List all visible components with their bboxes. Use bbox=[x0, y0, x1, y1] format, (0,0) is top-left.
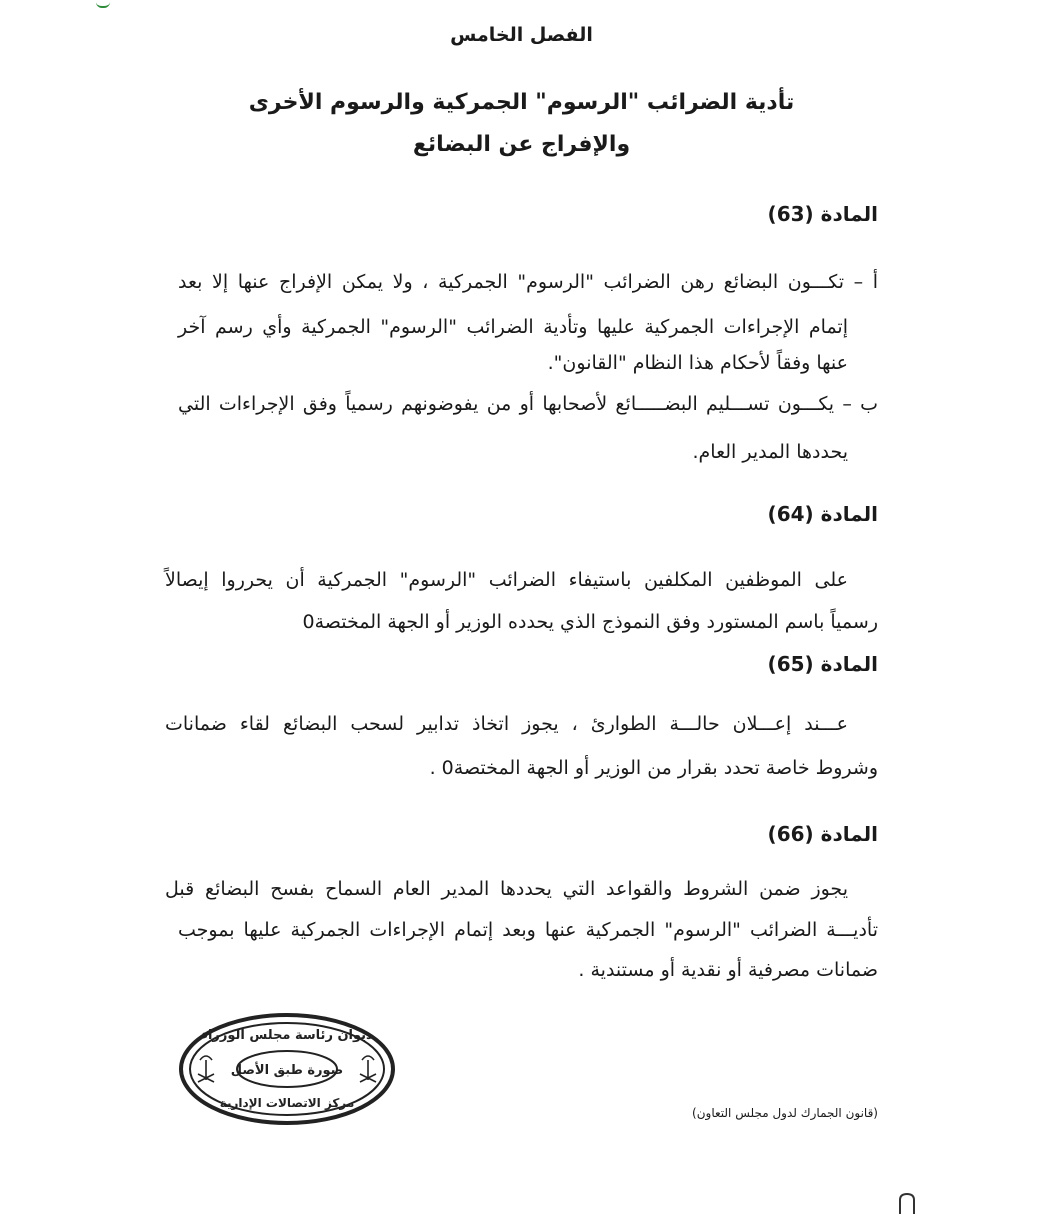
article-63-heading: المادة (63) bbox=[767, 202, 878, 226]
chapter-title: الفصل الخامس bbox=[450, 24, 593, 46]
stamp-center-text: صورة طبق الأصل bbox=[230, 1063, 344, 1078]
corner-mark bbox=[96, 0, 110, 8]
article-63-line-2: إتمام الإجراءات الجمركية عليها وتأدية الضرائب "الرسوم" الجمركية وأي رسم آخر bbox=[178, 316, 848, 338]
section-title-line-2: والإفراج عن البضائع bbox=[412, 132, 631, 157]
article-66-line-3: ضمانات مصرفية أو نقدية أو مستندية . bbox=[578, 959, 878, 981]
article-65-heading: المادة (65) bbox=[767, 652, 878, 676]
page-corner-mark bbox=[896, 1192, 918, 1215]
article-64-heading: المادة (64) bbox=[767, 502, 878, 526]
left-emblem-icon bbox=[198, 1056, 214, 1082]
article-63-line-4: ب – يكـــون تســـليم البضـــــائع لأصحابها أو من يفوضونهم رسمياً وفق الإجراءات التي bbox=[178, 393, 878, 415]
footer-note: (قانون الجمارك لدول مجلس التعاون) bbox=[692, 1106, 878, 1120]
article-65-line-2: وشروط خاصة تحدد بقرار من الوزير أو الجهة المختصة0 . bbox=[429, 757, 878, 779]
article-66-line-1: يجوز ضمن الشروط والقواعد التي يحددها المدير العام السماح بفسح البضائع قبل bbox=[165, 878, 848, 900]
stamp-bottom-text: مركز الاتصالات الإدارية bbox=[219, 1096, 355, 1110]
article-63-line-1: أ – تكـــون البضائع رهن الضرائب "الرسوم" الجمركية ، ولا يمكن الإفراج عنها إلا بعد bbox=[178, 271, 878, 293]
article-66-line-2: تأديـــة الضرائب "الرسوم" الجمركية عنها وبعد إتمام الإجراءات الجمركية عليها بموجب bbox=[178, 919, 878, 941]
section-title-line-1: تأدية الضرائب "الرسوم" الجمركية والرسوم الأخرى bbox=[248, 90, 795, 115]
article-64-line-1: على الموظفين المكلفين باستيفاء الضرائب "الرسوم" الجمركية أن يحرروا إيصالاً bbox=[165, 569, 848, 591]
article-63-line-5: يحددها المدير العام. bbox=[692, 441, 848, 463]
official-stamp bbox=[178, 1012, 396, 1126]
article-65-line-1: عـــند إعـــلان حالـــة الطوارئ ، يجوز اتخاذ تدابير لسحب البضائع لقاء ضمانات bbox=[165, 713, 848, 735]
article-63-line-3: عنها وفقاً لأحكام هذا النظام "القانون". bbox=[547, 352, 848, 374]
right-emblem-icon bbox=[360, 1056, 376, 1082]
stamp-top-text: ديوان رئاسة مجلس الوزراء bbox=[201, 1028, 373, 1043]
article-64-line-2: رسمياً باسم المستورد وفق النموذج الذي يحدده الوزير أو الجهة المختصة0 bbox=[302, 611, 878, 633]
article-66-heading: المادة (66) bbox=[767, 822, 878, 846]
